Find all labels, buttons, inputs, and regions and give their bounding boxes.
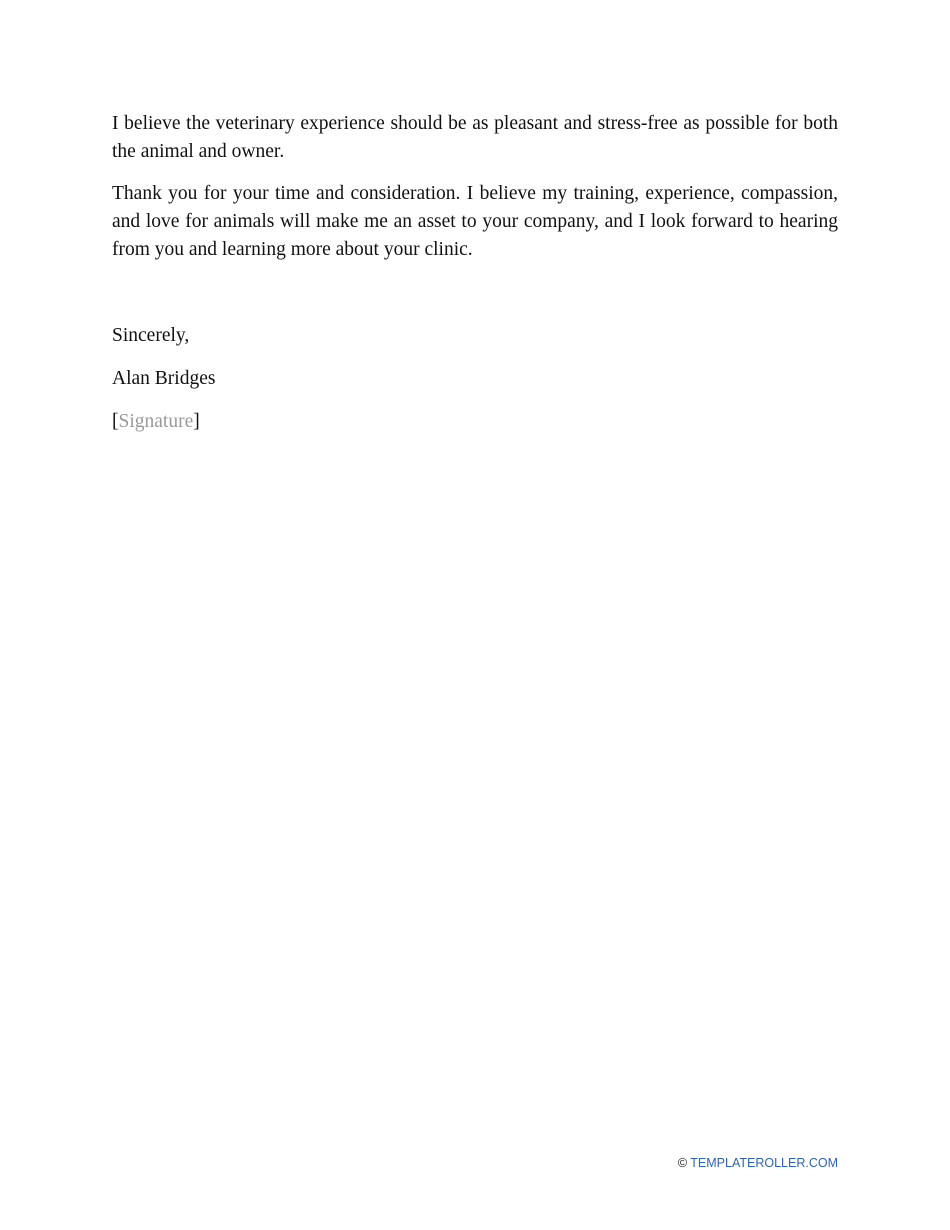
letter-paragraph-veterinary-experience: I believe the veterinary experience should be as pleasant and stress-free as possible for both the animal and owner. [112, 113, 838, 162]
letter-body [112, 110, 838, 451]
signature-open-bracket: [ [112, 411, 119, 432]
closing-salutation: Sincerely, [112, 325, 190, 346]
signature-placeholder: Signature [118, 411, 194, 432]
sender-name: Alan Bridges [112, 368, 216, 389]
signature-line [112, 408, 838, 436]
closing-block [112, 322, 838, 436]
footer-copyright [678, 1155, 838, 1171]
signature-close-bracket: ] [193, 411, 200, 432]
templateroller-link[interactable]: TEMPLATEROLLER.COM [690, 1156, 838, 1170]
letter-paragraph-thank-you: Thank you for your time and consideration. I believe my training, experience, compassion, and love for animals will make me an asset to your company, and I look forward to hearing from you and learning more about your clinic. [112, 183, 838, 260]
copyright-symbol: © [677, 1156, 688, 1170]
